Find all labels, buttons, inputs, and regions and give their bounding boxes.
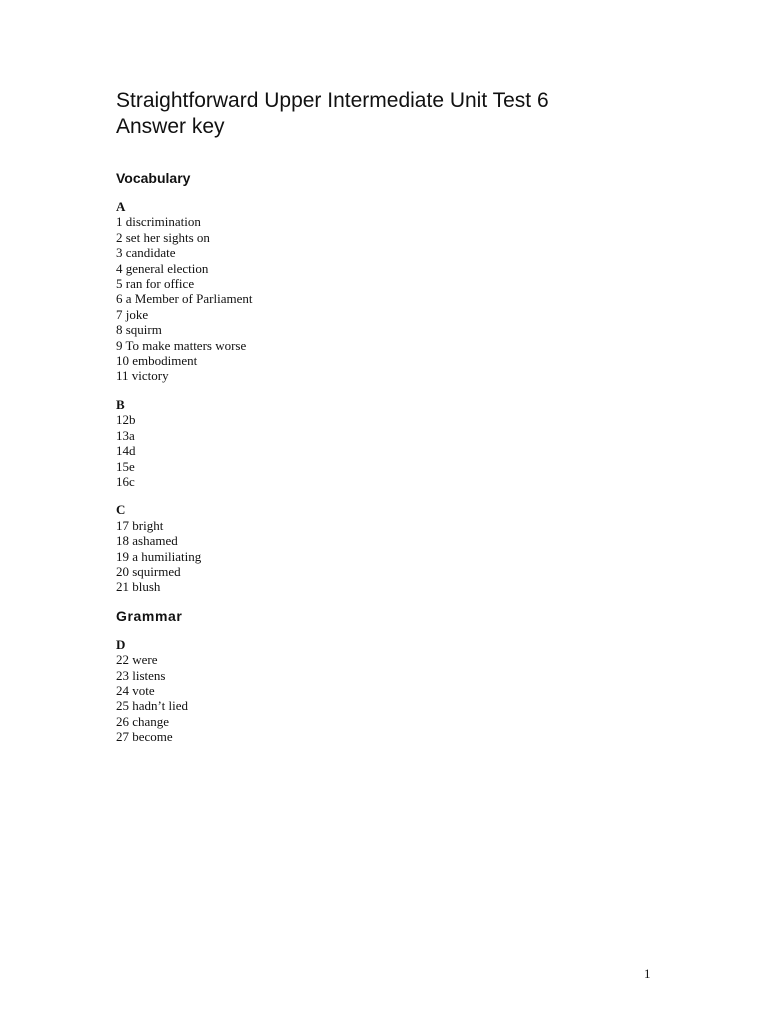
answer-27: 27 become [116,729,173,745]
answer-5: 5 ran for office [116,276,195,292]
answer-26: 26 change [116,713,170,729]
answer-16: 16c [116,473,135,489]
answer-2: 2 set her sights on [116,229,210,245]
section-d-letter: D [116,636,126,652]
answer-6: 6 a Member of Parliament [116,291,253,307]
document-page [116,88,716,745]
answer-24: 24 vote [116,682,155,698]
section-c [116,502,716,594]
answer-17: 17 bright [116,517,164,533]
grammar-heading: Grammar [116,607,183,624]
answer-14: 14d [116,443,136,459]
answer-12: 12b [116,412,136,428]
section-c-letter: C [116,502,126,518]
section-b-letter: B [116,396,125,412]
document-title [116,88,716,140]
section-c-answers [116,518,716,595]
answer-7: 7 joke [116,306,149,322]
title-line-2: Answer key [116,115,225,138]
section-a [116,199,716,384]
answer-25: 25 hadn’t lied [116,698,188,714]
answer-10: 10 embodiment [116,353,198,369]
page-number: 1 [644,966,651,981]
section-d-answers [116,652,716,744]
answer-22: 22 were [116,652,158,668]
answer-8: 8 squirm [116,322,162,338]
section-b [116,397,716,489]
title-line-1: Straightforward Upper Intermediate Unit Test 6 [116,89,549,112]
section-a-letter: A [116,199,126,214]
answer-11: 11 victory [116,368,169,384]
section-d [116,637,716,745]
answer-21: 21 blush [116,579,161,595]
answer-9: 9 To make matters worse [116,337,247,353]
answer-4: 4 general election [116,260,209,276]
section-b-answers [116,412,716,489]
answer-23: 23 listens [116,667,166,683]
answer-13: 13a [116,427,135,443]
answer-20: 20 squirmed [116,563,181,579]
answer-1: 1 discrimination [116,214,201,230]
answer-19: 19 a humiliating [116,548,202,564]
answer-3: 3 candidate [116,245,176,261]
answer-15: 15e [116,458,135,474]
section-a-answers [116,214,716,383]
vocabulary-heading: Vocabulary [116,170,191,186]
answer-18: 18 ashamed [116,533,178,549]
